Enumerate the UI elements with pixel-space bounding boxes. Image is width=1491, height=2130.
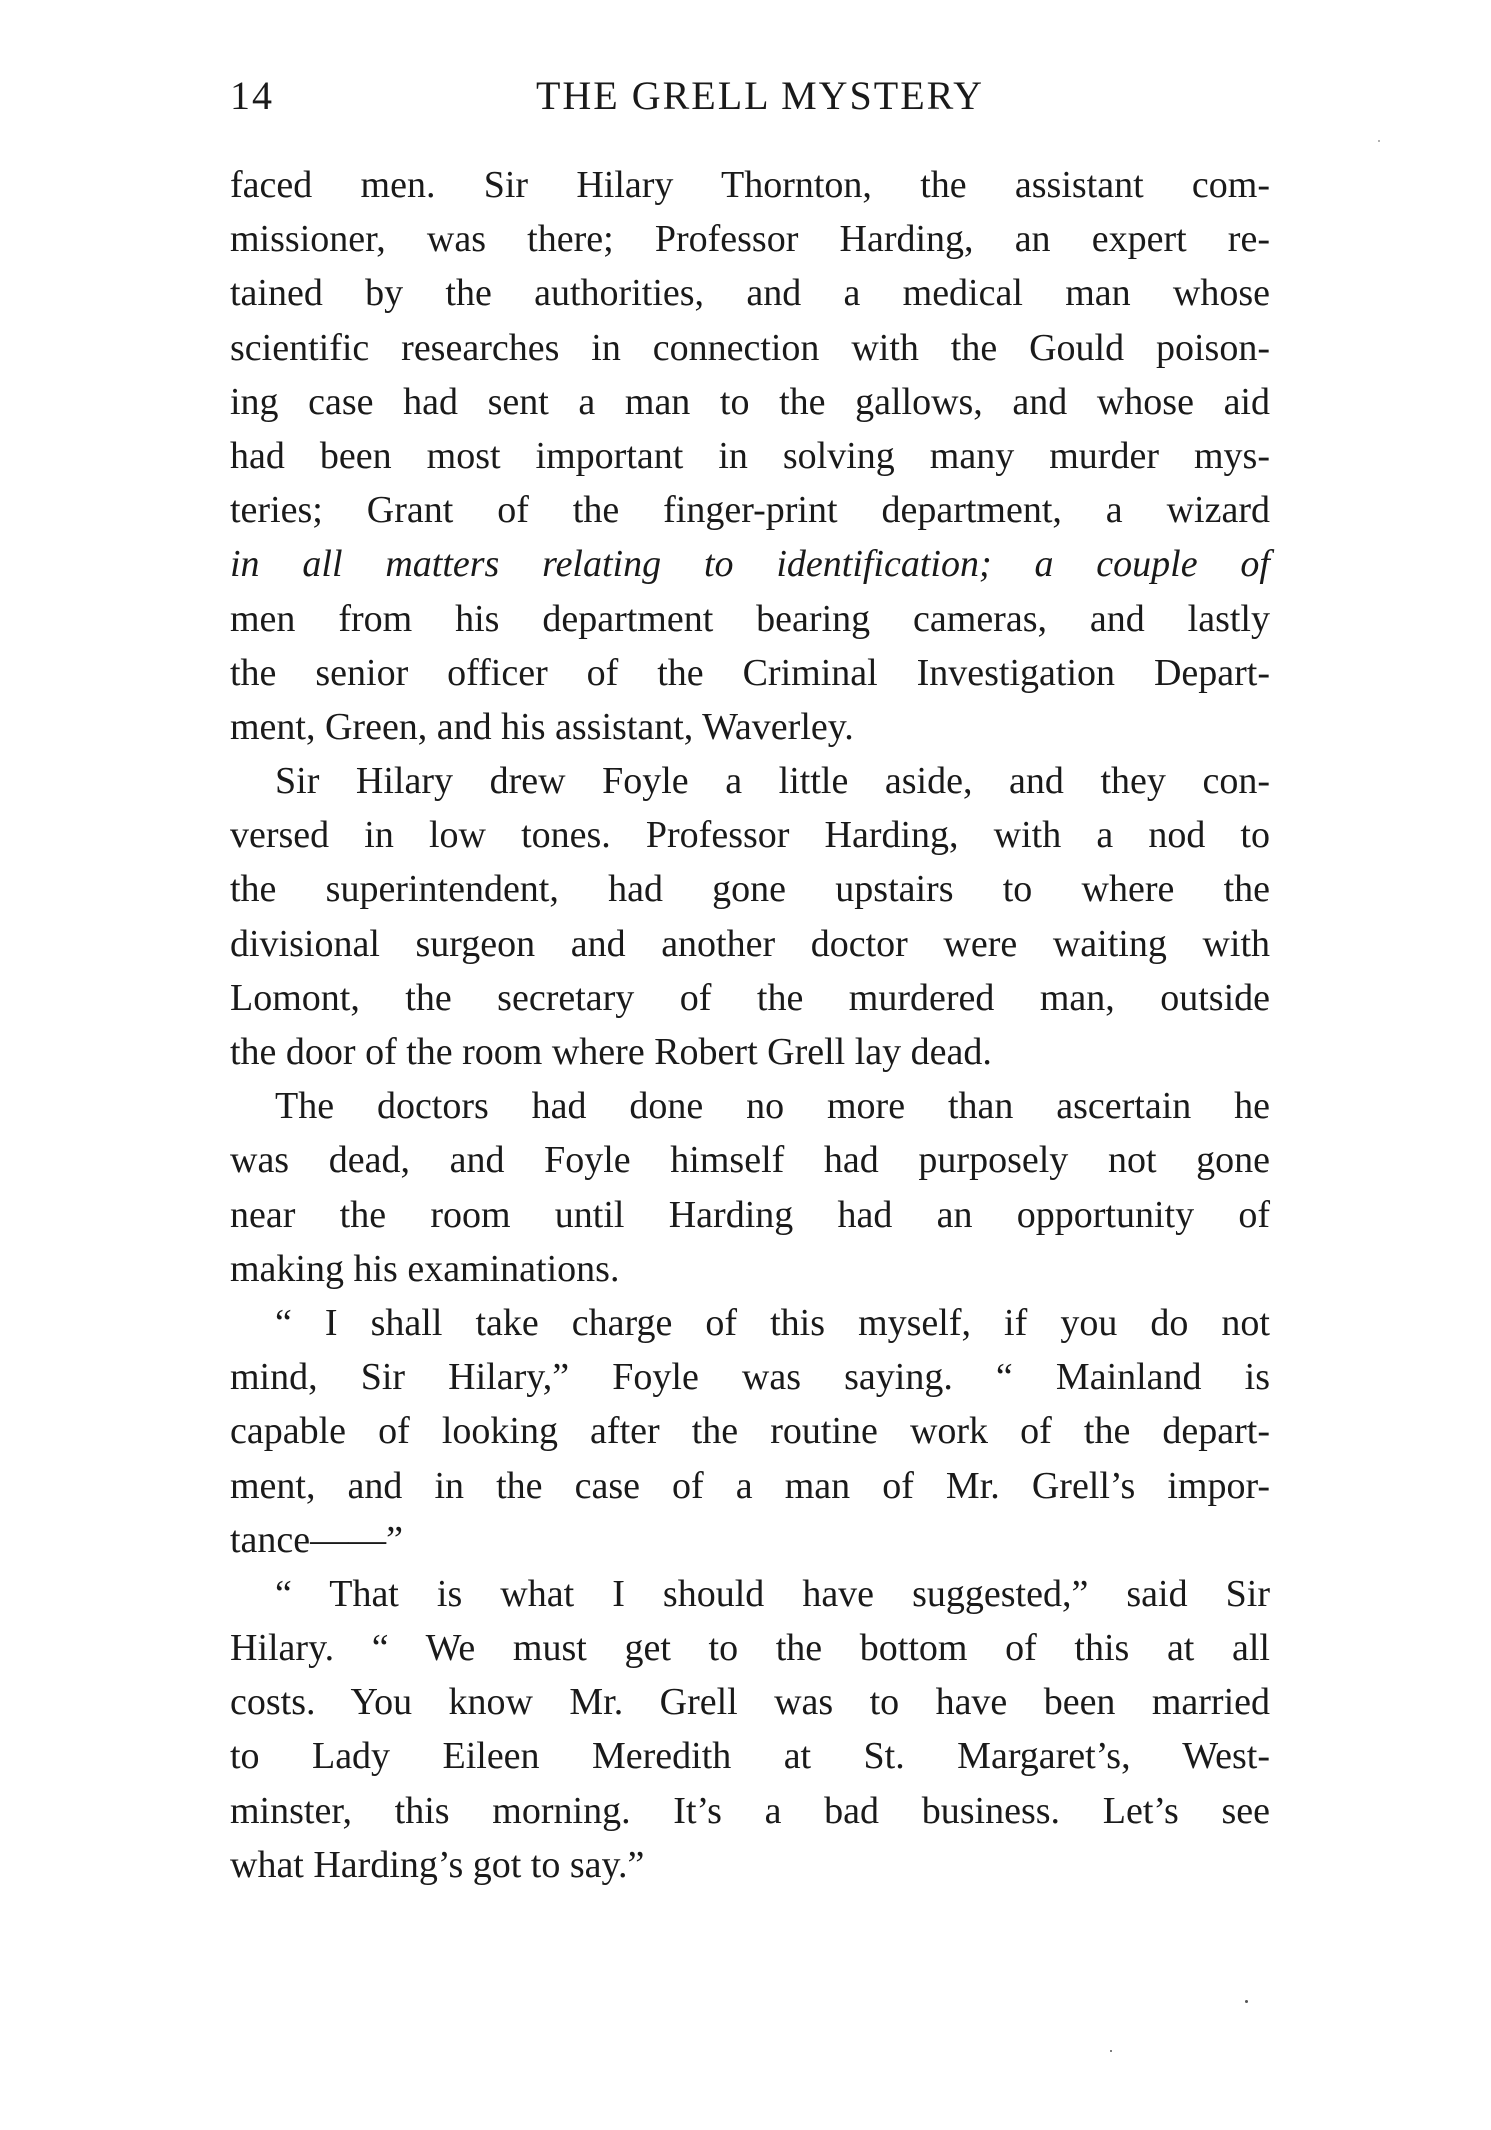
text-line: the door of the room where Robert Grell lay dead. [230, 1031, 992, 1073]
text-line: in all matters relating to identification; a couple of [230, 543, 1270, 586]
text-line: Sir Hilary drew Foyle a little aside, and they con- [275, 760, 1270, 803]
running-head [230, 72, 1270, 132]
text-line: ing case had sent a man to the gallows, and whose aid [230, 380, 1270, 423]
text-line: Hilary. “ We must get to the bottom of this at all [230, 1627, 1270, 1670]
text-line: to Lady Eileen Meredith at St. Margaret’s, West- [230, 1735, 1270, 1778]
text-line: making his examinations. [230, 1247, 620, 1290]
body-text [230, 158, 1270, 1892]
paper-speck [1110, 2050, 1112, 2052]
page-number: 14 [230, 73, 274, 118]
text-line: had been most important in solving many murder mys- [230, 434, 1270, 477]
text-line: ment, Green, and his assistant, Waverley. [230, 705, 854, 748]
text-line: ment, and in the case of a man of Mr. Grell’s impor- [230, 1464, 1270, 1507]
paper-speck [1378, 140, 1380, 142]
text-line: missioner, was there; Professor Harding, an expert re- [230, 218, 1270, 261]
text-line: tance——” [230, 1518, 404, 1561]
text-line: divisional surgeon and another doctor were waiting with [230, 922, 1270, 965]
text-line: minster, this morning. It’s a bad business. Let’s see [230, 1789, 1270, 1832]
text-line: teries; Grant of the finger-print department, a wizard [230, 489, 1270, 532]
text-line: faced men. Sir Hilary Thornton, the assistant com- [230, 164, 1270, 206]
text-line: near the room until Harding had an opportunity of [230, 1193, 1270, 1236]
text-line: costs. You know Mr. Grell was to have been married [230, 1681, 1270, 1724]
running-title: THE GRELL MYSTERY [535, 73, 985, 118]
paper-speck [1245, 2000, 1248, 2003]
text-line: mind, Sir Hilary,” Foyle was saying. “ Mainland is [230, 1356, 1270, 1399]
text-line: versed in low tones. Professor Harding, with a nod to [230, 814, 1270, 857]
text-line: the superintendent, had gone upstairs to where the [230, 868, 1270, 911]
text-line: Lomont, the secretary of the murdered man, outside [230, 976, 1270, 1019]
text-line: “ That is what I should have suggested,” said Sir [275, 1572, 1270, 1615]
text-line: what Harding’s got to say.” [230, 1843, 645, 1886]
text-line: the senior officer of the Criminal Investigation Depart- [230, 651, 1270, 694]
text-line: tained by the authorities, and a medical man whose [230, 272, 1270, 315]
text-line: men from his department bearing cameras, and lastly [230, 597, 1270, 640]
text-line: capable of looking after the routine work of the depart- [230, 1410, 1270, 1453]
text-line: was dead, and Foyle himself had purposely not gone [230, 1139, 1270, 1182]
text-line: “ I shall take charge of this myself, if you do not [275, 1301, 1270, 1344]
text-line: scientific researches in connection with the Gould poison- [230, 326, 1270, 369]
text-line: The doctors had done no more than ascertain he [275, 1085, 1270, 1128]
